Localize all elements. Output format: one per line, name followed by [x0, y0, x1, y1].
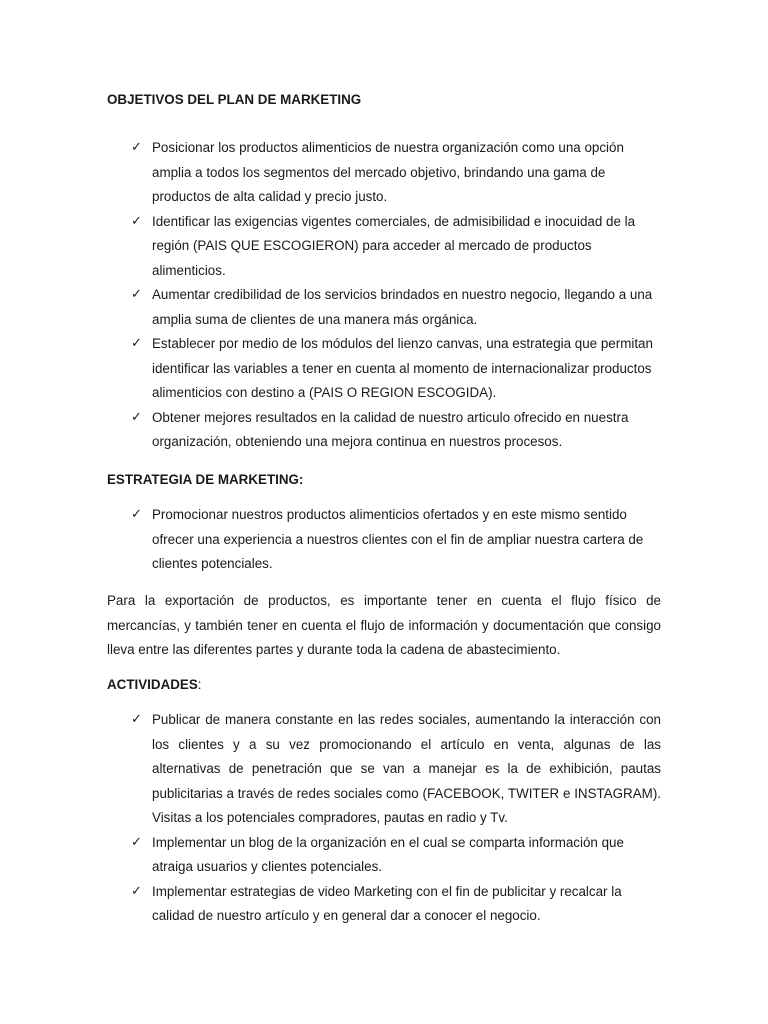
checkmark-icon: ✓: [131, 712, 142, 727]
list-item: [131, 503, 661, 577]
checkmark-icon: ✓: [131, 287, 142, 302]
list-item-text: Aumentar credibilidad de los servicios brindados en nuestro negocio, llegando a una amplia suma de clientes de una manera más orgánica.: [152, 287, 653, 327]
checkmark-icon: ✓: [131, 507, 142, 522]
actividades-heading-text: ACTIVIDADES: [107, 677, 198, 692]
list-item: [131, 283, 661, 332]
list-item: [131, 880, 661, 929]
list-item-text: Identificar las exigencias vigentes comerciales, de admisibilidad e inocuidad de la región (PAIS QUE ESCOGIERON) para acceder al mercado de productos alimenticios.: [152, 213, 636, 278]
checkmark-icon: ✓: [131, 336, 142, 351]
list-item: [131, 136, 661, 210]
checkmark-icon: ✓: [131, 834, 142, 850]
checkmark-icon: ✓: [131, 883, 142, 899]
list-item: [131, 406, 661, 455]
estrategia-list: [131, 503, 661, 577]
body-paragraph: Para la exportación de productos, es importante tener en cuenta el flujo físico de mercancías, y también tener en cuenta el flujo de información y documentación que consigo lleva entre las diferentes partes y durante toda la cadena de abastecimiento.: [107, 593, 661, 657]
list-item: [131, 708, 661, 831]
list-item-text: Publicar de manera constante en las redes sociales, aumentando la interacción con los clientes y a su vez promocionando el artículo en venta, algunas de las alternativas de penetración que se van a manejar es la de exhibición, pautas publicitarias a través de redes sociales como (FACEBOOK, TWITER e INSTAGRAM). Visitas a los potenciales compradores, pautas en radio y Tv.: [152, 712, 661, 825]
list-item: [131, 831, 661, 880]
checkmark-icon: ✓: [131, 409, 142, 425]
list-item-text: Promocionar nuestros productos alimenticios ofertados y en este mismo sentido ofrecer una experiencia a nuestros clientes con el fin de ampliar nuestra cartera de clientes potenciales.: [152, 507, 644, 571]
list-item-text: Implementar estrategias de video Marketing con el fin de publicitar y recalcar la calidad de nuestro artículo y en general dar a conocer el negocio.: [152, 883, 622, 923]
list-item-text: Establecer por medio de los módulos del lienzo canvas, una estrategia que permitan identificar las variables a tener en cuenta al momento de internacionalizar productos alimenticios con destino a (PAIS O REGION ESCOGIDA).: [152, 336, 653, 400]
estrategia-heading: ESTRATEGIA DE MARKETING:: [107, 472, 304, 487]
actividades-heading-colon: :: [197, 677, 202, 692]
list-item: [131, 332, 661, 406]
actividades-list: [131, 708, 661, 929]
list-item-text: Implementar un blog de la organización en el cual se comparta información que atraiga usuarios y clientes potenciales.: [152, 834, 624, 874]
checkmark-icon: ✓: [131, 213, 142, 229]
checkmark-icon: ✓: [131, 140, 142, 155]
actividades-heading: [107, 677, 202, 693]
list-item-text: Posicionar los productos alimenticios de nuestra organización como una opción amplia a todos los segmentos del mercado objetivo, brindando una gama de productos de alta calidad y precio justo.: [152, 140, 624, 204]
list-item: [131, 210, 661, 284]
objetivos-list: [131, 136, 661, 455]
objetivos-heading: OBJETIVOS DEL PLAN DE MARKETING: [107, 92, 362, 107]
list-item-text: Obtener mejores resultados en la calidad de nuestro articulo ofrecido en nuestra organización, obteniendo una mejora continua en nuestros procesos.: [152, 409, 629, 449]
